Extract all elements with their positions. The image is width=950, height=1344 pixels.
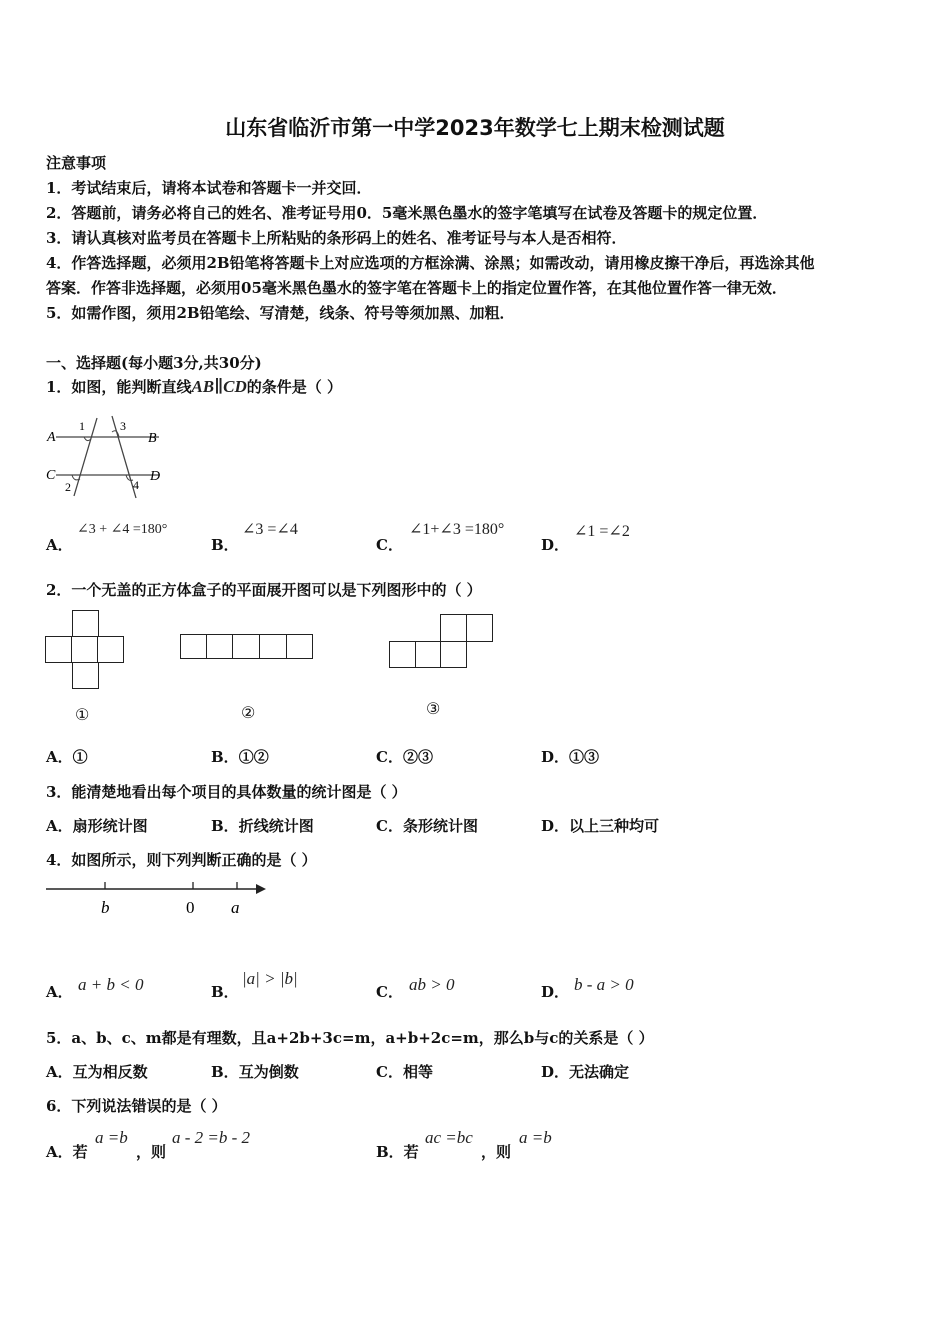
q4-option-c-label: C． — [376, 983, 403, 1001]
section-heading: 一、选择题(每小题3分,共30分) — [46, 354, 262, 372]
net-cell — [71, 636, 98, 663]
question-6-stem: 6．下列说法错误的是（ ） — [46, 1097, 227, 1115]
fig-label-3: ③ — [426, 699, 441, 718]
label-b: b — [101, 898, 110, 917]
q1-option-d-label: D． — [541, 536, 570, 554]
q6-option-b-result: a =b — [519, 1128, 552, 1147]
q1-option-c-label: C． — [376, 536, 403, 554]
q4-option-d-math: b - a > 0 — [574, 975, 634, 994]
q6-option-b-mid: ，则 — [481, 1143, 512, 1161]
net-cell — [466, 614, 493, 642]
q3-option-d: D．以上三种均可 — [541, 817, 660, 835]
question-2-stem: 2．一个无盖的正方体盒子的平面展开图可以是下列图形中的（ ） — [46, 581, 482, 599]
label-2: 2 — [65, 480, 71, 494]
q3-option-a: A．扇形统计图 — [46, 817, 148, 835]
net-cell — [440, 641, 467, 668]
label-a: a — [231, 898, 240, 917]
net-cell — [389, 641, 416, 668]
q2-option-b: B．①② — [211, 748, 269, 766]
question-4-stem: 4．如图所示，则下列判断正确的是（ ） — [46, 851, 317, 869]
net-cell — [232, 634, 260, 659]
q6-option-a-mid: ，则 — [136, 1143, 167, 1161]
question-3-stem: 3．能清楚地看出每个项目的具体数量的统计图是（ ） — [46, 783, 407, 801]
label-D: D — [150, 469, 161, 484]
net-cell — [206, 634, 233, 659]
note-item: 5．如需作图，须用2B铅笔绘、写清楚，线条、符号等须加黑、加粗． — [46, 304, 515, 322]
q6-option-a-label: A．若 — [46, 1143, 88, 1161]
q1-option-b-math: ∠3 =∠4 — [242, 521, 298, 538]
q4-option-b-label: B． — [211, 983, 239, 1001]
q6-option-b-label: B．若 — [376, 1143, 419, 1161]
number-line — [44, 878, 274, 923]
q6-option-a-cond: a =b — [95, 1128, 128, 1147]
q1-stem-pre: 1．如图，能判断直线 — [46, 378, 192, 396]
label-A: A — [47, 430, 56, 445]
note-item: 3．请认真核对监考员在答题卡上所粘贴的条形码上的姓名、准考证号与本人是否相符． — [46, 229, 627, 247]
q1-option-a-math: ∠3 + ∠4 =180° — [77, 522, 168, 537]
question-1-stem — [46, 376, 342, 397]
net-cell — [440, 614, 467, 642]
note-item: 1．考试结束后，请将本试卷和答题卡一并交回． — [46, 179, 372, 197]
q5-option-b: B．互为倒数 — [211, 1063, 299, 1081]
q4-option-a-math: a + b < 0 — [78, 975, 144, 994]
transversal-left — [74, 418, 97, 496]
fig-label-1: ① — [75, 705, 90, 724]
q6-option-a-result: a - 2 =b - 2 — [172, 1128, 251, 1147]
net-cell — [180, 634, 207, 659]
label-1: 1 — [79, 419, 85, 433]
axis-arrow-icon — [256, 884, 266, 894]
q5-option-a: A．互为相反数 — [46, 1063, 148, 1081]
notes-heading: 注意事项 — [46, 154, 107, 172]
q1-option-d-math: ∠1 =∠2 — [574, 523, 630, 540]
note-item: 4．作答选择题，必须用2B铅笔将答题卡上对应选项的方框涂满、涂黑；如需改动，请用橡皮擦干净后，再选涂其他 — [46, 254, 815, 272]
label-C: C — [46, 468, 56, 483]
q3-option-b: B．折线统计图 — [211, 817, 314, 835]
net-cell — [97, 636, 124, 663]
net-cell — [259, 634, 287, 659]
q2-option-c: C．②③ — [376, 748, 433, 766]
parallel-lines-figure — [44, 412, 174, 504]
q1-stem-math: AB∥CD — [191, 377, 247, 396]
q3-option-c: C．条形统计图 — [376, 817, 478, 835]
q5-option-c: C．相等 — [376, 1063, 433, 1081]
q4-option-b-math: |a| > |b| — [242, 969, 298, 988]
q4-option-c-math: ab > 0 — [409, 975, 455, 994]
q4-option-d-label: D． — [541, 983, 570, 1001]
q1-option-c-math: ∠1+∠3 =180° — [409, 521, 505, 538]
net-cell — [45, 636, 72, 663]
net-cell — [72, 610, 99, 637]
q1-option-a-label: A． — [46, 536, 73, 554]
q6-option-b-cond: ac =bc — [425, 1128, 473, 1147]
q2-option-d: D．①③ — [541, 748, 600, 766]
label-3: 3 — [120, 419, 126, 433]
question-5-stem: 5．a、b、c、m都是有理数，且a+2b+3c=m，a+b+2c=m，那么b与c的关系是（ ） — [46, 1029, 654, 1047]
q2-option-a: A．① — [46, 748, 88, 766]
page-title: 山东省临沂市第一中学2023年数学七上期末检测试题 — [225, 116, 725, 140]
note-item: 2．答题前，请务必将自己的姓名、准考证号用0．5毫米黑色墨水的签字笔填写在试卷及答题卡的规定位置． — [46, 204, 768, 222]
net-cell — [415, 641, 442, 668]
net-cell — [72, 662, 99, 689]
q1-stem-post: 的条件是（ ） — [246, 378, 342, 396]
fig-label-2: ② — [241, 703, 256, 722]
label-B: B — [148, 431, 157, 446]
label-4: 4 — [133, 478, 139, 492]
label-zero: 0 — [186, 898, 195, 917]
q1-option-b-label: B． — [211, 536, 239, 554]
note-item: 答案．作答非选择题，必须用05毫米黑色墨水的签字笔在答题卡上的指定位置作答，在其他位置作答一律无效． — [46, 279, 787, 297]
net-cell — [286, 634, 313, 659]
q4-option-a-label: A． — [46, 983, 73, 1001]
q5-option-d: D．无法确定 — [541, 1063, 630, 1081]
